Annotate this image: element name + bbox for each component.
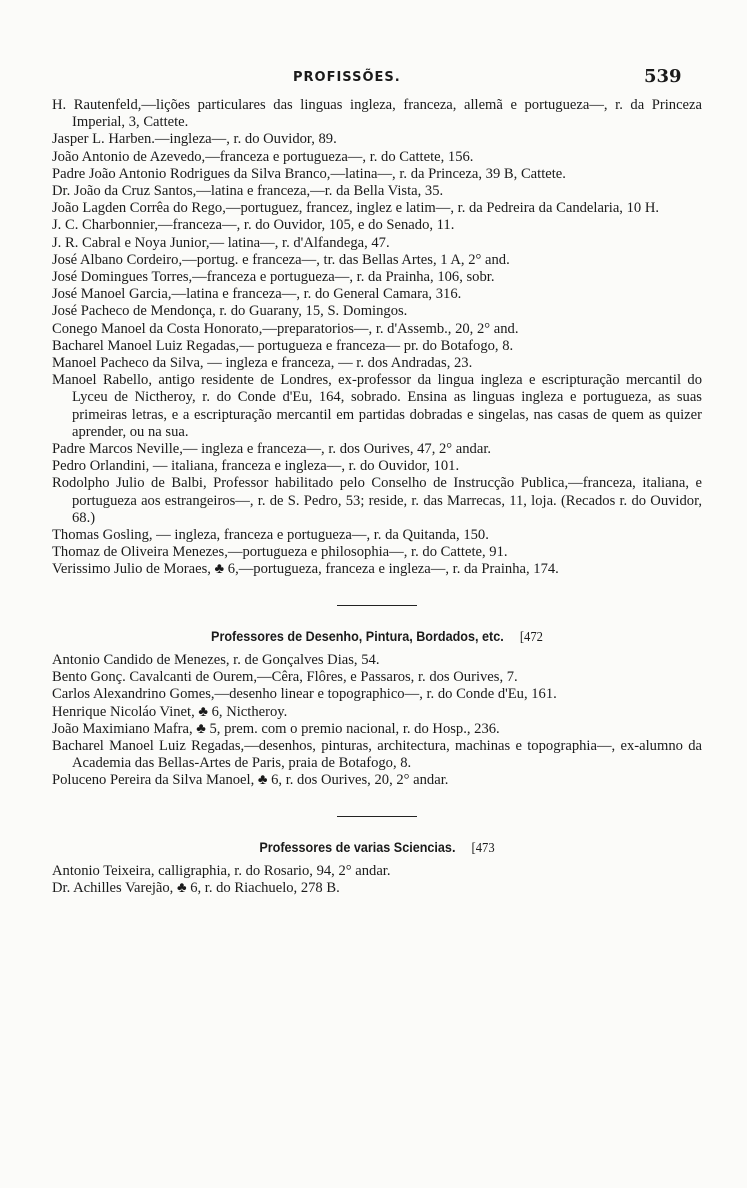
list-item: João Lagden Corrêa do Rego,—portuguez, francez, inglez e latim—, r. da Pedreira da Candelaria, 10 H. [52, 200, 660, 217]
list-item: Jasper L. Harben.—ingleza—, r. do Ouvidor, 89. [52, 131, 337, 148]
list-item: Thomas Gosling, — ingleza, franceza e portugueza—, r. da Quitanda, 150. [52, 527, 489, 544]
list-item: J. R. Cabral e Noya Junior,— latina—, r. d'Alfandega, 47. [52, 234, 390, 251]
list-item: J. C. Charbonnier,—franceza—, r. do Ouvidor, 105, e do Senado, 11. [52, 217, 455, 234]
list-item: José Domingues Torres,—franceza e portugueza—, r. da Prainha, 106, sobr. [52, 269, 495, 286]
list-item: João Antonio de Azevedo,—franceza e portugueza—, r. do Cattete, 156. [52, 148, 474, 165]
list-item: Manoel Pacheco da Silva, — ingleza e franceza, — r. dos Andradas, 23. [52, 355, 473, 372]
list-item: Antonio Candido de Menezes, r. de Gonçalves Dias, 54. [52, 651, 380, 668]
page-header [0, 66, 747, 94]
list-item: José Albano Cordeiro,—portug. e franceza—, tr. das Bellas Artes, 1 A, 2° and. [52, 251, 510, 268]
list-item: Bacharel Manoel Luiz Regadas,—desenhos, pinturas, architectura, machinas e topographia—, ex-alumno da Academia das Bellas-Artes de Paris, praia de Botafogo, 8. [52, 737, 702, 772]
list-item: Poluceno Pereira da Silva Manoel, ♣ 6, r. dos Ourives, 20, 2° andar. [52, 772, 449, 789]
list-item: Bacharel Manoel Luiz Regadas,— portugueza e franceza— pr. do Botafogo, 8. [52, 337, 514, 354]
list-item: Dr. Achilles Varejão, ♣ 6, r. do Riachuelo, 278 B. [52, 879, 340, 896]
drawing-teachers-list [52, 652, 702, 790]
list-item: Conego Manoel da Costa Honorato,—preparatorios—, r. d'Assemb., 20, 2° and. [52, 320, 519, 337]
section-number: [472 [519, 629, 543, 645]
language-teachers-list [52, 97, 702, 579]
list-item: H. Rautenfeld,—lições particulares das linguas ingleza, franceza, allemã e portugueza—, r. da Princeza Imperial, 3, Cattete. [52, 97, 702, 131]
list-item: Rodolpho Julio de Balbi, Professor habilitado pelo Conselho de Instrucção Publica,—franceza, italiana, e portugueza aos estrangeiros—, r. de S. Pedro, 53; reside, r. das Marrecas, 11, loja. (Recados r. do Ouvidor, 68.) [52, 475, 702, 526]
list-item: Thomaz de Oliveira Menezes,—portugueza e philosophia—, r. do Cattete, 91. [52, 544, 508, 561]
list-item: Dr. João da Cruz Santos,—latina e franceza,—r. da Bella Vista, 35. [52, 183, 444, 200]
section-divider [337, 605, 417, 606]
list-item: João Maximiano Mafra, ♣ 5, prem. com o premio nacional, r. do Hosp., 236. [52, 720, 500, 737]
directory-body [52, 97, 702, 897]
list-item: Verissimo Julio de Moraes, ♣ 6,—portugueza, franceza e ingleza—, r. da Prainha, 174. [52, 561, 559, 578]
running-head: PROFISSÕES. [293, 70, 401, 85]
section-heading-drawing [85, 628, 670, 646]
list-item: Bento Gonç. Cavalcanti de Ourem,—Cêra, Flôres, e Passaros, r. dos Ourives, 7. [52, 669, 518, 686]
section-title: Professores de Desenho, Pintura, Bordados, etc. [211, 627, 504, 644]
section-number: [473 [471, 840, 495, 856]
list-item: José Pacheco de Mendonça, r. do Guarany, 15, S. Domingos. [52, 303, 408, 320]
list-item: Carlos Alexandrino Gomes,—desenho linear e topographico—, r. do Conde d'Eu, 161. [52, 686, 557, 703]
page-number: 539 [644, 66, 682, 87]
list-item: Henrique Nicoláo Vinet, ♣ 6, Nictheroy. [52, 703, 288, 720]
list-item: Padre João Antonio Rodrigues da Silva Branco,—latina—, r. da Princeza, 39 B, Cattete. [52, 165, 566, 182]
list-item: Manoel Rabello, antigo residente de Londres, ex-professor da lingua ingleza e escripturação mercantil do Lyceu de Nictheroy, r. do Conde d'Eu, 164, sobrado. Ensina as linguas ingleza e portugueza, as suas primeiras letras, e a escripturação mercantil em partidas dobradas e singelas, nas casas de quem as quizer aprender, ou na sua. [52, 372, 702, 440]
sciences-teachers-list [52, 863, 702, 897]
section-heading-sciences [85, 839, 670, 857]
list-item: Pedro Orlandini, — italiana, franceza e ingleza—, r. do Ouvidor, 101. [52, 458, 460, 475]
list-item: José Manoel Garcia,—latina e franceza—, r. do General Camara, 316. [52, 286, 462, 303]
list-item: Padre Marcos Neville,— ingleza e franceza—, r. dos Ourives, 47, 2° andar. [52, 441, 492, 458]
section-title: Professores de varias Sciencias. [259, 838, 456, 855]
section-divider [337, 816, 417, 817]
list-item: Antonio Teixeira, calligraphia, r. do Rosario, 94, 2° andar. [52, 862, 391, 879]
